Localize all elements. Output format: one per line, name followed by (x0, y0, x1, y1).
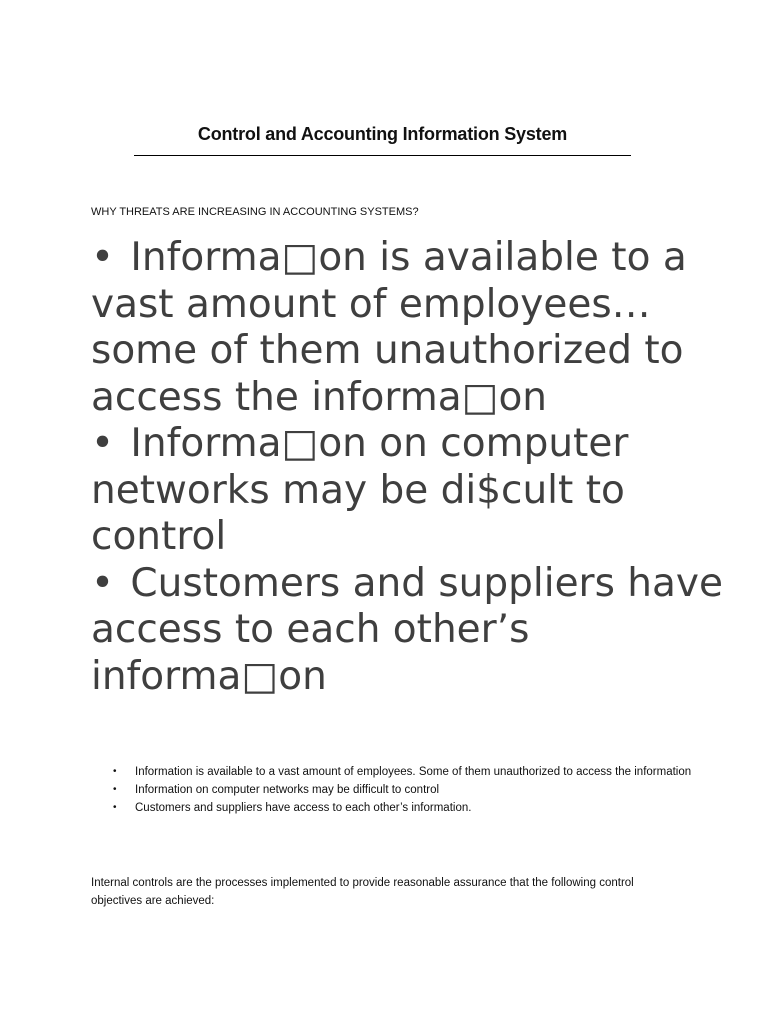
section-question: WHY THREATS ARE INCREASING IN ACCOUNTING SYSTEMS? (91, 206, 419, 218)
small-bullet-item (113, 781, 693, 799)
small-bullet-text: Customers and suppliers have access to each other’s information. (135, 802, 472, 814)
bullet-marker: • (91, 421, 115, 466)
title-underline (134, 155, 631, 156)
internal-controls-paragraph: Internal controls are the processes implemented to provide reasonable assurance that the following control objectives are achieved: (91, 877, 634, 907)
large-bullet-text: Informa□on is available to a vast amount of employees… some of them unauthorized to access the informa□on (91, 235, 687, 420)
small-bullet-item (113, 799, 693, 817)
small-bullet-item (113, 763, 693, 781)
small-bullet-text: Information is available to a vast amount of employees. Some of them unauthorized to access the information (135, 766, 692, 778)
large-bullet-list (91, 235, 731, 700)
large-bullet-item (91, 421, 731, 561)
large-bullet-item (91, 561, 731, 701)
bullet-marker: • (91, 235, 115, 280)
small-bullet-text: Information on computer networks may be difficult to control (135, 784, 440, 796)
large-bullet-text: Informa□on on computer networks may be di$cult to control (91, 421, 629, 559)
small-bullet-list (113, 763, 693, 817)
bullet-marker: • (113, 766, 117, 777)
page-title: Control and Accounting Information System (197, 124, 568, 144)
bullet-marker: • (113, 784, 117, 795)
bullet-marker: • (91, 560, 115, 606)
large-bullet-text: Customers and suppliers have access to each other’s informa□on (91, 560, 724, 699)
large-bullet-item (91, 235, 731, 421)
bullet-marker: • (113, 802, 117, 813)
